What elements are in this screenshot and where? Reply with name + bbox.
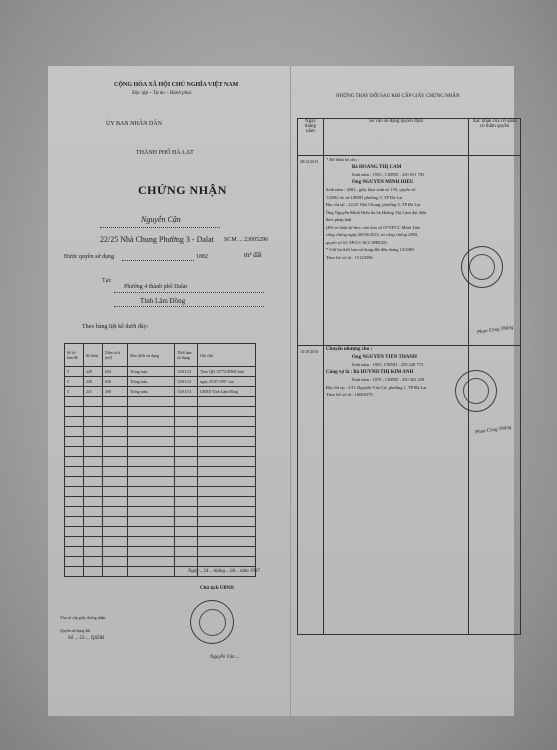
col-map-sheet: Số tờ bản đồ [65,344,84,367]
issue-date: Ngày .. 24 .. tháng .. 04 .. năm 1997 [188,569,260,574]
table-row-empty [65,557,256,567]
entry-line: Bà HOÀNG THỊ CAM [351,164,402,170]
table-cell: 398 [103,387,128,397]
table-row [298,156,521,346]
entry-line: * Để thừa kế cho : [325,157,360,162]
table-row-empty [65,457,256,467]
registration-number: Số ... 53 ... QSDĐ [68,636,105,641]
col-purpose: Mục đích sử dụng [128,344,175,367]
col-term: Thời hạn sử dụng [175,344,198,367]
owner-name: Nguyễn Cận [141,215,181,224]
col-confirmation: Xác nhận của cơ quan có thẩm quyền [469,119,521,156]
entry-date: 14/10/2016 [298,346,324,635]
entry-line: công chứng ngày 08/10/2015, số công chứng 2905, [325,232,419,237]
entry-date: 28/12/2015 [298,156,324,346]
entry-line: Ông Nguyễn Minh Hiếu do bà Hoàng Thị Cam đại diện [325,209,427,215]
entry-content [323,156,468,346]
col-date: Ngày tháng năm [298,119,324,156]
table-row-empty [65,497,256,507]
table-row-empty [65,417,256,427]
signer-name: Nguyễn Văn ... [210,655,240,660]
table-row [298,346,521,635]
table-row-empty [65,427,256,437]
table-row-empty [65,467,256,477]
land-area: 1882 [196,254,208,260]
entry-confirmation [469,346,521,635]
signature-name: Phan Công Thắng [474,425,512,436]
col-area: Diện tích (m²) [103,344,128,367]
entry-line: Chuyển nhượng cho : [325,347,373,352]
entry-line: * Giữ lại thời hạn sử dụng đất đến tháng 10/2065 [325,247,415,252]
land-plot-table [64,343,256,577]
table-cell: 5 [65,367,84,377]
entry-line: theo pháp luật [325,217,352,222]
use-right-label: Được quyền sử dụng [64,254,115,260]
table-cell: Trồng màu [128,367,175,377]
entry-line: quyển số 01-TP/CC-SCC/HĐGD) [325,239,387,245]
col-plot-no: Số thửa [84,344,103,367]
use-dotted-line [122,260,194,261]
table-row [65,367,256,377]
table-row [65,377,256,387]
table-cell: Trồng màu [128,377,175,387]
table-row-empty [65,527,256,537]
official-seal-icon [190,600,234,644]
chairman-title: Chủ tịch UBND [200,586,234,591]
owner-address: 22/25 Nhà Chung Phường 3 - Dalat [100,235,214,244]
entry-line: Sinh năm : 1965, CMND : 250 228 773 [351,362,424,367]
col-content: Số vào sổ đăng quyền định [323,119,468,156]
owner-dotted-line [100,227,220,228]
official-seal-icon [461,246,503,288]
province-dotted-line [114,306,264,307]
official-seal-icon [455,370,497,412]
ward-dotted-line [114,292,264,293]
certificate-right-page [291,66,517,716]
issuing-committee: ỦY BAN NHÂN DÂN [106,121,162,127]
table-row [65,387,256,397]
national-header: CỘNG HÒA XÃ HỘI CHỦ NGHĨA VIỆT NAM [114,82,239,88]
table-cell: ngày 25/07/1997 của [198,377,256,387]
entry-line: Ông NGUYỄN TIẾN THÀNH [351,354,417,360]
list-label: Theo bảng liệt kê dưới đây: [82,324,149,330]
table-cell: UBND Tỉnh Lâm Đồng [198,387,256,397]
table-cell: 13/01/13 [175,367,198,377]
area-unit: m² đất [244,251,262,259]
table-cell: 13/01/13 [175,377,198,387]
entry-confirmation [469,156,521,346]
registration-line-2: Quyền sử dụng đất [60,628,91,633]
col-notes: Ghi chú [198,344,256,367]
table-cell: Trồng màu [128,387,175,397]
entry-line: Ông NGUYỄN MINH HIẾU [351,179,414,185]
table-row-empty [65,447,256,457]
issuing-city: THÀNH PHỐ ĐÀ LẠT [136,150,194,156]
plot-table-header [65,344,256,367]
changes-table-header [298,119,521,156]
national-motto: Độc lập – Tự do – Hạnh phúc [132,91,192,96]
table-row-empty [65,477,256,487]
registration-line-1: Vào số cấp giấy chứng nhận [60,615,106,620]
location-label: Tại: [102,278,112,284]
table-cell: 5 [65,377,84,387]
table-row-empty [65,547,256,557]
entry-line: Sinh năm : 1935 , CMND : 250 031 703 [351,172,425,177]
changes-table [297,118,521,635]
table-cell: 604 [103,367,128,377]
table-row-empty [65,487,256,497]
changes-title: NHỮNG THAY ĐỔI SAU KHI CẤP GIẤY CHỨNG NHẬN [336,94,460,99]
entry-line: Địa chỉ tại : 2/11 Nguyễn Văn Cừ, phường 1, TP Đà Lạt [325,384,427,390]
certificate-left-page [48,66,291,716]
table-cell: 5 [65,387,84,397]
entry-line: Theo hồ sơ số : 16065370 [325,392,373,397]
scm-number: SCM ... 23005296 [224,237,269,243]
table-row-empty [65,517,256,527]
signature-name: Phan Công Thắng [476,325,514,336]
entry-line: Cùng vợ là : Bà HUỲNH THỊ KIM ANH [325,369,414,375]
entry-line: Sinh năm : 1970 , CMND : 250 302 258 [351,377,425,382]
ward-name: Phường 4 thành phố Dalat [124,284,188,290]
entry-line: (Hồ sơ thừa kế theo văn bản số 07/VPCC Minh Tâm [325,224,421,230]
table-row-empty [65,437,256,447]
table-row-empty [65,397,256,407]
province-name: Tỉnh Lâm Đồng [140,297,186,305]
table-row-empty [65,507,256,517]
entry-line: Theo hồ sơ số : 15123596 [325,254,373,260]
table-cell: 630 [103,377,128,387]
entry-content [323,346,468,635]
table-row-empty [65,407,256,417]
certificate-title: CHỨNG NHẬN [138,183,227,197]
table-cell: 13/01/13 [175,387,198,397]
table-row-empty [65,537,256,547]
table-cell: 229 [84,367,103,377]
table-cell: 230 [84,377,103,387]
entry-line: 1/2002 do xã UBND phường 3, TP Đà Lạt [325,194,403,200]
table-cell: Theo QĐ 1577/UBND tỉnh [198,367,256,377]
entry-line: Địa chỉ tại : 22/25 Nhà Chung, phường 3, TP Đà Lạt [325,202,421,207]
entry-line: Sinh năm : 2002 , giấy khai sinh số 159, quyển số [325,187,416,192]
table-cell: 231 [84,387,103,397]
